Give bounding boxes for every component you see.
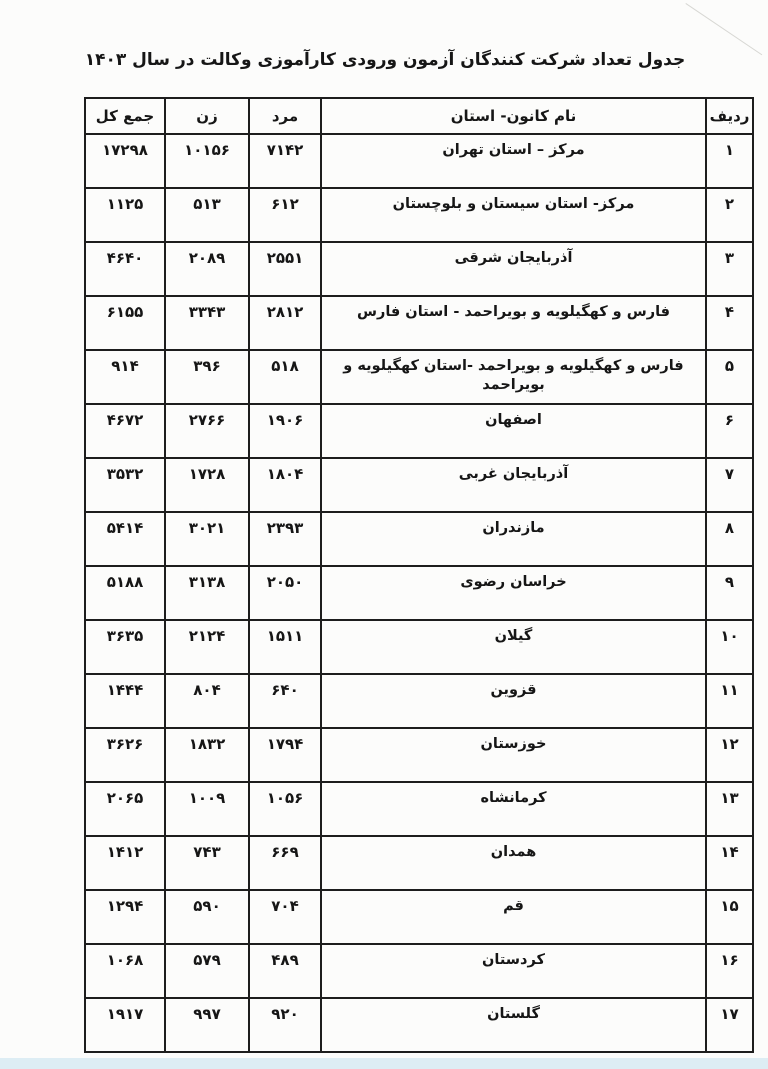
men-count-cell: ۱۷۹۴ — [249, 728, 321, 782]
men-count-cell: ۶۱۲ — [249, 188, 321, 242]
women-count-cell: ۱۷۲۸ — [165, 458, 249, 512]
men-count-cell: ۱۵۱۱ — [249, 620, 321, 674]
men-count-cell: ۲۰۵۰ — [249, 566, 321, 620]
table-row — [85, 944, 753, 998]
men-count-cell: ۴۸۹ — [249, 944, 321, 998]
women-count-cell: ۳۹۶ — [165, 350, 249, 404]
table-row — [85, 782, 753, 836]
row-number-cell: ۸ — [706, 512, 753, 566]
row-number-cell: ۳ — [706, 242, 753, 296]
row-number-cell: ۱ — [706, 134, 753, 188]
table-row — [85, 620, 753, 674]
page-title: جدول تعداد شرکت کنندگان آزمون ورودی کارآموزی وکالت در سال ۱۴۰۳ — [84, 50, 686, 70]
men-count-cell: ۶۶۹ — [249, 836, 321, 890]
province-name-cell: کرمانشاه — [321, 782, 706, 836]
total-count-cell: ۱۹۱۷ — [85, 998, 165, 1052]
table-row — [85, 350, 753, 404]
table-row — [85, 836, 753, 890]
women-count-cell: ۷۴۳ — [165, 836, 249, 890]
province-name-cell: اصفهان — [321, 404, 706, 458]
participants-table — [84, 97, 754, 1053]
province-name-cell: آذربایجان شرقی — [321, 242, 706, 296]
women-count-cell: ۳۱۳۸ — [165, 566, 249, 620]
women-count-cell: ۲۱۲۴ — [165, 620, 249, 674]
province-name-cell: مرکز- استان سیستان و بلوچستان — [321, 188, 706, 242]
table-row — [85, 458, 753, 512]
men-count-cell: ۹۲۰ — [249, 998, 321, 1052]
table-row — [85, 134, 753, 188]
total-count-cell: ۲۰۶۵ — [85, 782, 165, 836]
women-count-cell: ۸۰۴ — [165, 674, 249, 728]
total-count-cell: ۶۱۵۵ — [85, 296, 165, 350]
men-count-cell: ۷۰۴ — [249, 890, 321, 944]
table-row — [85, 566, 753, 620]
table-row — [85, 674, 753, 728]
province-name-cell: آذربایجان غربی — [321, 458, 706, 512]
table-row — [85, 296, 753, 350]
women-count-cell: ۲۷۶۶ — [165, 404, 249, 458]
row-number-cell: ۲ — [706, 188, 753, 242]
row-number-cell: ۴ — [706, 296, 753, 350]
row-number-cell: ۵ — [706, 350, 753, 404]
women-count-cell: ۱۰۱۵۶ — [165, 134, 249, 188]
men-count-cell: ۲۵۵۱ — [249, 242, 321, 296]
province-name-cell: مرکز – استان تهران — [321, 134, 706, 188]
header-cell-total: جمع کل — [85, 98, 165, 134]
row-number-cell: ۱۱ — [706, 674, 753, 728]
table-body — [85, 134, 753, 1052]
total-count-cell: ۴۶۷۲ — [85, 404, 165, 458]
header-cell-men: مرد — [249, 98, 321, 134]
row-number-cell: ۱۵ — [706, 890, 753, 944]
header-cell-row-number: ردیف — [706, 98, 753, 134]
table-row — [85, 512, 753, 566]
total-count-cell: ۹۱۴ — [85, 350, 165, 404]
women-count-cell: ۳۳۴۳ — [165, 296, 249, 350]
total-count-cell: ۵۴۱۴ — [85, 512, 165, 566]
total-count-cell: ۱۲۹۴ — [85, 890, 165, 944]
row-number-cell: ۱۷ — [706, 998, 753, 1052]
scan-edge-strip — [0, 1058, 768, 1069]
row-number-cell: ۱۴ — [706, 836, 753, 890]
province-name-cell: گلستان — [321, 998, 706, 1052]
table-row — [85, 242, 753, 296]
men-count-cell: ۱۸۰۴ — [249, 458, 321, 512]
total-count-cell: ۱۴۱۲ — [85, 836, 165, 890]
province-name-cell: کردستان — [321, 944, 706, 998]
header-cell-name: نام کانون- استان — [321, 98, 706, 134]
province-name-cell: گیلان — [321, 620, 706, 674]
province-name-cell: قزوین — [321, 674, 706, 728]
row-number-cell: ۱۰ — [706, 620, 753, 674]
total-count-cell: ۴۶۴۰ — [85, 242, 165, 296]
women-count-cell: ۵۱۳ — [165, 188, 249, 242]
row-number-cell: ۱۲ — [706, 728, 753, 782]
row-number-cell: ۶ — [706, 404, 753, 458]
table-row — [85, 998, 753, 1052]
table-row — [85, 728, 753, 782]
men-count-cell: ۶۴۰ — [249, 674, 321, 728]
men-count-cell: ۵۱۸ — [249, 350, 321, 404]
table-row — [85, 890, 753, 944]
men-count-cell: ۷۱۴۲ — [249, 134, 321, 188]
women-count-cell: ۵۹۰ — [165, 890, 249, 944]
total-count-cell: ۱۱۲۵ — [85, 188, 165, 242]
women-count-cell: ۱۰۰۹ — [165, 782, 249, 836]
men-count-cell: ۲۸۱۲ — [249, 296, 321, 350]
header-cell-women: زن — [165, 98, 249, 134]
women-count-cell: ۳۰۲۱ — [165, 512, 249, 566]
total-count-cell: ۱۴۴۴ — [85, 674, 165, 728]
row-number-cell: ۷ — [706, 458, 753, 512]
men-count-cell: ۱۰۵۶ — [249, 782, 321, 836]
total-count-cell: ۱۰۶۸ — [85, 944, 165, 998]
women-count-cell: ۹۹۷ — [165, 998, 249, 1052]
province-name-cell: همدان — [321, 836, 706, 890]
men-count-cell: ۲۳۹۳ — [249, 512, 321, 566]
row-number-cell: ۱۶ — [706, 944, 753, 998]
province-name-cell: فارس و کهگیلویه و بویراحمد - استان فارس — [321, 296, 706, 350]
province-name-cell: قم — [321, 890, 706, 944]
total-count-cell: ۵۱۸۸ — [85, 566, 165, 620]
total-count-cell: ۳۶۳۵ — [85, 620, 165, 674]
table-row — [85, 188, 753, 242]
scan-artifact-diagonal — [685, 3, 762, 55]
province-name-cell: مازندران — [321, 512, 706, 566]
women-count-cell: ۲۰۸۹ — [165, 242, 249, 296]
province-name-cell: خوزستان — [321, 728, 706, 782]
table-row — [85, 404, 753, 458]
women-count-cell: ۱۸۳۲ — [165, 728, 249, 782]
province-name-cell: خراسان رضوی — [321, 566, 706, 620]
women-count-cell: ۵۷۹ — [165, 944, 249, 998]
men-count-cell: ۱۹۰۶ — [249, 404, 321, 458]
total-count-cell: ۱۷۲۹۸ — [85, 134, 165, 188]
province-name-cell: فارس و کهگیلویه و بویراحمد -استان کهگیلویه و بویراحمد — [321, 350, 706, 404]
total-count-cell: ۳۶۲۶ — [85, 728, 165, 782]
total-count-cell: ۳۵۳۲ — [85, 458, 165, 512]
row-number-cell: ۱۳ — [706, 782, 753, 836]
table-header-row — [85, 98, 753, 134]
row-number-cell: ۹ — [706, 566, 753, 620]
